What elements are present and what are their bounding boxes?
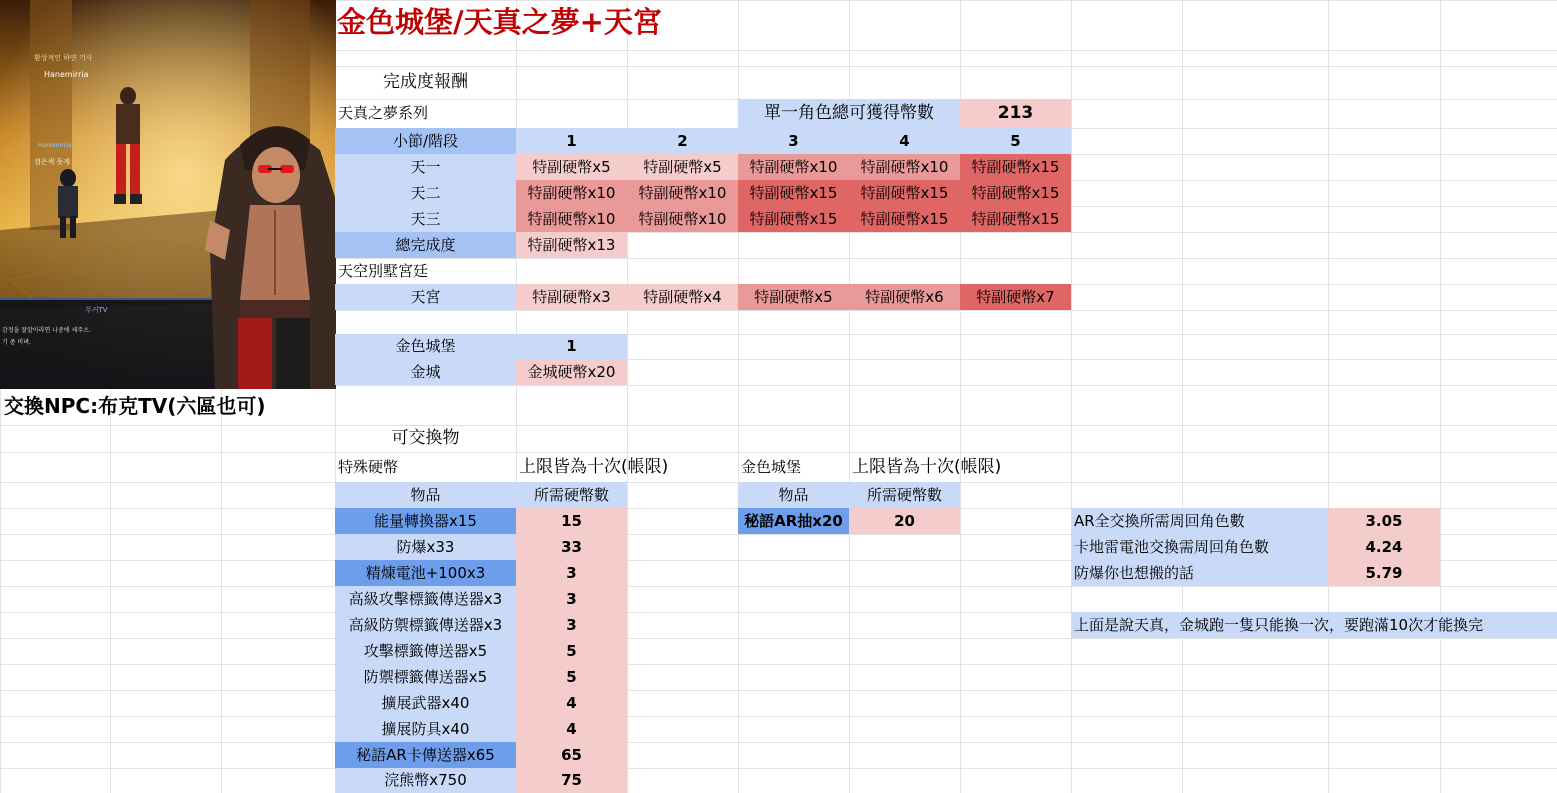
reward-cell[interactable]: 特副硬幣x15 [849,206,960,232]
note-remark[interactable]: 上面是說天真，金城跑一隻只能換一次，要跑滿10次才能換完 [1071,612,1557,638]
character-title-top: 환상적인 하얀 기사 [34,54,93,62]
special-coin-label[interactable]: 特殊硬幣 [338,458,399,476]
exchange-item-name[interactable]: 攻擊標籤傳送器x5 [335,638,516,664]
character-name-top: Hanemirria [44,70,89,79]
note-label[interactable]: 卡地雷電池交換需周回角色數 [1071,534,1328,560]
exchange-item-name[interactable]: 浣熊幣x750 [335,768,516,793]
palace-label[interactable]: 天宮 [335,284,516,310]
exchange-item-cost[interactable]: 75 [516,768,627,793]
total-coins-value[interactable]: 213 [960,99,1071,128]
exchange-item-cost[interactable]: 33 [516,534,627,560]
rewards-heading[interactable]: 完成度報酬 [383,72,468,92]
note-label[interactable]: 防爆你也想搬的話 [1071,560,1328,586]
overall-value[interactable]: 特副硬幣x13 [516,232,627,258]
reward-cell[interactable]: 特副硬幣x10 [849,154,960,180]
dialog-line-2: 기 좀 비벼. [2,339,31,346]
reward-row-label[interactable]: 天二 [335,180,516,206]
reward-cell[interactable]: 特副硬幣x10 [516,180,627,206]
castle-value[interactable]: 金城硬幣x20 [516,359,627,385]
palace-cell[interactable]: 特副硬幣x6 [849,284,960,310]
reward-row-label[interactable]: 天三 [335,206,516,232]
reward-cell[interactable]: 特副硬幣x15 [960,180,1071,206]
cost-header[interactable]: 所需硬幣數 [516,482,627,508]
reward-cell[interactable]: 特副硬幣x10 [516,206,627,232]
palace-cell[interactable]: 特副硬幣x3 [516,284,627,310]
palace-cell[interactable]: 特副硬幣x7 [960,284,1071,310]
exchange-item-name[interactable]: 高級防禦標籤傳送器x3 [335,612,516,638]
exchange-item-cost[interactable]: 65 [516,742,627,768]
exchange-item-cost[interactable]: 3 [516,560,627,586]
reward-cell[interactable]: 特副硬幣x5 [627,154,738,180]
reward-cell[interactable]: 特副硬幣x10 [738,154,849,180]
exchange-item-cost[interactable]: 4 [516,716,627,742]
exchange-item-name[interactable]: 防禦標籤傳送器x5 [335,664,516,690]
stage-header[interactable]: 小節/階段 [335,128,516,154]
stage-number[interactable]: 4 [849,128,960,154]
castle-item-header[interactable]: 物品 [738,482,849,508]
reward-cell[interactable]: 特副硬幣x15 [849,180,960,206]
character-title-left: 검은색 돗게 [34,158,71,166]
stage-number[interactable]: 3 [738,128,849,154]
reward-cell[interactable]: 特副硬幣x15 [960,206,1071,232]
exchange-item-cost[interactable]: 3 [516,586,627,612]
reward-cell[interactable]: 特副硬幣x15 [738,180,849,206]
exchange-item-cost[interactable]: 15 [516,508,627,534]
exchange-item-name[interactable]: 防爆x33 [335,534,516,560]
item-header[interactable]: 物品 [335,482,516,508]
reward-cell[interactable]: 特副硬幣x15 [960,154,1071,180]
panel-title: 무커TV [85,306,108,314]
reward-row-label[interactable]: 天一 [335,154,516,180]
stage-number[interactable]: 1 [516,128,627,154]
note-value[interactable]: 3.05 [1328,508,1440,534]
exchange-item-cost[interactable]: 5 [516,664,627,690]
stage-number[interactable]: 5 [960,128,1071,154]
exchange-item-name[interactable]: 能量轉換器x15 [335,508,516,534]
palace-series-label[interactable]: 天空別墅宮廷 [338,262,429,280]
character-name-left: Hanemirria [38,142,72,149]
exchange-item-cost[interactable]: 5 [516,638,627,664]
overall-label[interactable]: 總完成度 [335,232,516,258]
castle-cost-header[interactable]: 所需硬幣數 [849,482,960,508]
exchange-item-name[interactable]: 高級攻擊標籤傳送器x3 [335,586,516,612]
palace-cell[interactable]: 特副硬幣x5 [738,284,849,310]
reward-cell[interactable]: 特副硬幣x15 [738,206,849,232]
castle-limit[interactable]: 上限皆為十次(帳限) [852,457,1002,477]
dialog-line-1: 감정을 잘알아라면 나중에 세주소. [2,327,91,334]
game-screenshot [0,0,336,389]
exchange-npc-label: 交換NPC:布克TV(六區也可) [4,394,266,418]
exchange-item-name[interactable]: 擴展武器x40 [335,690,516,716]
special-limit[interactable]: 上限皆為十次(帳限) [519,457,669,477]
total-coins-label[interactable]: 單一角色總可獲得幣數 [738,99,960,128]
exchange-item-name[interactable]: 精煉電池+100x3 [335,560,516,586]
note-value[interactable]: 5.79 [1328,560,1440,586]
exchange-item-cost[interactable]: 4 [516,690,627,716]
exchange-item-name[interactable]: 秘語AR卡傳送器x65 [335,742,516,768]
palace-cell[interactable]: 特副硬幣x4 [627,284,738,310]
note-label[interactable]: AR全交換所需周回角色數 [1071,508,1328,534]
castle-stage[interactable]: 1 [516,334,627,359]
sheet-title: 金色城堡/天真之夢+天宮 [337,5,662,39]
exchange-item-cost[interactable]: 3 [516,612,627,638]
note-value[interactable]: 4.24 [1328,534,1440,560]
exchange-heading[interactable]: 可交換物 [391,428,460,448]
large-character [205,126,336,389]
castle-label[interactable]: 金色城堡 [335,334,516,359]
reward-cell[interactable]: 特副硬幣x5 [516,154,627,180]
stage-number[interactable]: 2 [627,128,738,154]
exchange-item-name[interactable]: 擴展防具x40 [335,716,516,742]
reward-cell[interactable]: 特副硬幣x10 [627,206,738,232]
castle-item-cost[interactable]: 20 [849,508,960,534]
castle-sub-label[interactable]: 金城 [335,359,516,385]
series-label[interactable]: 天真之夢系列 [338,104,429,122]
castle-exchange-label[interactable]: 金色城堡 [741,458,802,476]
reward-cell[interactable]: 特副硬幣x10 [627,180,738,206]
castle-item-name[interactable]: 秘語AR抽x20 [738,508,849,534]
